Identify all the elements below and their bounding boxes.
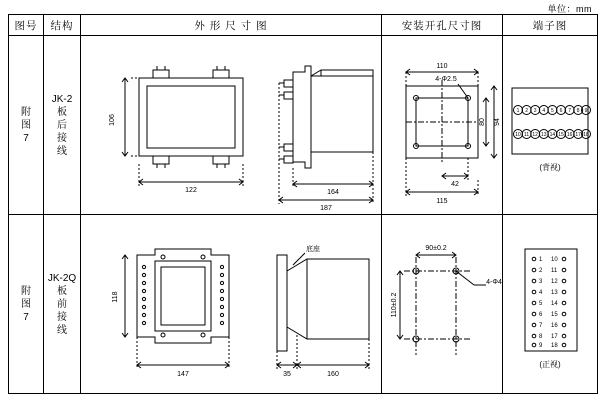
cell-structure-1	[44, 36, 81, 215]
dim-4-phi-4: 4-Φ4	[486, 279, 502, 286]
table-row	[9, 36, 598, 215]
header-mounting-hole-dimension: 安装开孔尺寸图	[382, 15, 503, 36]
svg-text:10: 10	[551, 257, 558, 263]
svg-text:5: 5	[551, 108, 554, 114]
outline-drawing-2	[81, 215, 381, 393]
svg-text:16: 16	[551, 323, 558, 329]
svg-text:15: 15	[558, 132, 564, 138]
dim-110: 110	[436, 63, 448, 70]
svg-text:8: 8	[576, 108, 580, 114]
svg-text:9: 9	[584, 108, 588, 114]
svg-text:8: 8	[539, 334, 543, 340]
cell-drawing-no-2	[9, 215, 44, 394]
svg-text:12: 12	[551, 279, 558, 285]
terminal-view-label-2: (正视)	[539, 360, 561, 369]
header-structure: 结构	[44, 15, 81, 36]
dim-106: 106	[109, 114, 116, 126]
dim-42: 42	[451, 181, 459, 188]
svg-text:7: 7	[568, 108, 571, 114]
note-base: 底座	[306, 246, 320, 253]
svg-text:5: 5	[539, 301, 543, 307]
cell-outline-2	[81, 215, 382, 394]
mounting-drawing-1	[382, 36, 502, 214]
table-header-row	[9, 15, 598, 36]
dim-90: 90±0.2	[425, 245, 447, 252]
svg-text:15: 15	[551, 312, 558, 318]
dim-110-tol: 110±0.2	[391, 292, 398, 318]
structure-text-2: JK-2Q 板 前 接 线	[47, 272, 77, 336]
svg-text:2: 2	[539, 268, 543, 274]
svg-text:3: 3	[533, 108, 537, 114]
structure-text-1: JK-2 板 后 接 线	[51, 93, 73, 157]
dim-4-phi-2-5: 4-Φ2.5	[435, 76, 457, 83]
svg-text:4: 4	[539, 290, 543, 296]
terminal-view-label-1: (背视)	[539, 163, 561, 172]
header-drawing-no: 图号	[9, 15, 44, 36]
cell-drawing-no-1	[9, 36, 44, 215]
dim-115: 115	[436, 198, 448, 205]
svg-text:2: 2	[525, 108, 528, 114]
unit-note: 单位：mm	[547, 4, 592, 14]
svg-text:1: 1	[539, 257, 543, 263]
svg-text:1: 1	[516, 108, 520, 114]
svg-text:16: 16	[566, 132, 573, 138]
svg-text:7: 7	[539, 323, 543, 329]
svg-text:14: 14	[549, 132, 556, 138]
header-outline-dimension: 外 形 尺 寸 图	[81, 15, 382, 36]
drawing-no-text-1: 附 图 7	[21, 106, 31, 144]
svg-text:14: 14	[551, 301, 558, 307]
svg-text:4: 4	[542, 108, 546, 114]
terminal-drawing-2	[503, 215, 597, 393]
svg-text:17: 17	[575, 132, 581, 138]
dim-118: 118	[112, 291, 119, 303]
dim-160: 160	[327, 371, 339, 378]
svg-text:18: 18	[583, 132, 589, 138]
cell-outline-1	[81, 36, 382, 215]
svg-text:13: 13	[551, 290, 558, 296]
dim-147: 147	[177, 371, 189, 378]
cell-mounting-2	[382, 215, 503, 394]
drawing-no-text-2: 附 图 7	[21, 285, 31, 323]
svg-text:12: 12	[532, 132, 538, 138]
svg-text:3: 3	[539, 279, 543, 285]
dim-164: 164	[327, 189, 339, 196]
cell-mounting-1	[382, 36, 503, 215]
outline-drawing-1	[81, 36, 381, 214]
dim-122: 122	[185, 187, 197, 194]
svg-text:17: 17	[551, 334, 558, 340]
svg-text:11: 11	[551, 268, 558, 274]
svg-text:13: 13	[541, 132, 547, 138]
terminal-drawing-1	[503, 36, 597, 214]
dim-187: 187	[320, 205, 332, 212]
header-terminal-diagram: 端子图	[503, 15, 598, 36]
dim-94: 94	[494, 118, 501, 126]
specification-table	[8, 14, 598, 394]
cell-terminal-1	[503, 36, 598, 215]
svg-text:18: 18	[551, 343, 558, 349]
svg-text:10: 10	[515, 132, 521, 138]
svg-text:11: 11	[523, 132, 530, 138]
svg-text:6: 6	[539, 312, 543, 318]
svg-text:6: 6	[559, 108, 563, 114]
dim-35: 35	[283, 371, 291, 378]
cell-structure-2	[44, 215, 81, 394]
svg-text:9: 9	[539, 343, 543, 349]
cell-terminal-2	[503, 215, 598, 394]
mounting-drawing-2	[382, 215, 502, 393]
dim-80: 80	[479, 118, 486, 126]
table-row	[9, 215, 598, 394]
